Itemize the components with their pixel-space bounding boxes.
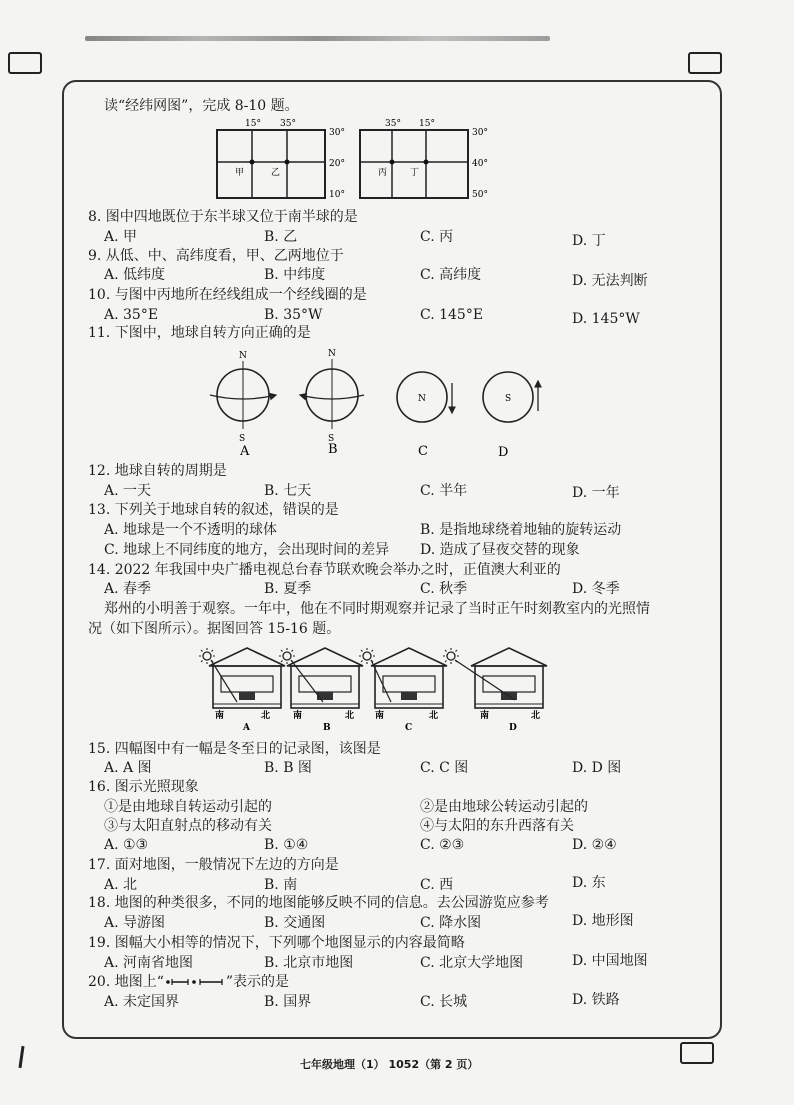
q12-option-b[interactable]: B. 七天	[264, 483, 312, 499]
q8-stem: 8. 图中四地既位于东半球又位于南半球的是	[88, 209, 358, 225]
q17-option-c[interactable]: C. 西	[420, 877, 454, 893]
q13-stem: 13. 下列关于地球自转的叙述，错误的是	[88, 502, 339, 518]
q17-option-b[interactable]: B. 南	[264, 877, 298, 893]
q13-option-b[interactable]: B. 是指地球绕着地轴的旋转运动	[420, 522, 622, 538]
house-d-north: 北	[531, 711, 541, 721]
q8-option-a[interactable]: A. 甲	[104, 229, 138, 245]
q16-item-3: ③与太阳直射点的移动有关	[104, 818, 272, 834]
q20-option-a[interactable]: A. 未定国界	[104, 994, 180, 1010]
house-a	[199, 648, 285, 733]
q9-option-a[interactable]: A. 低纬度	[104, 267, 166, 283]
globe-a-s: S	[239, 434, 246, 444]
grid1-right-label-3: 10°	[329, 190, 345, 200]
q16-item-2: ②是由地球公转运动引起的	[420, 799, 588, 815]
q14-option-b[interactable]: B. 夏季	[264, 581, 312, 597]
house-b-north: 北	[345, 711, 355, 721]
q16-option-a[interactable]: A. ①③	[104, 837, 149, 853]
corner-mark-bottom-right	[680, 1042, 714, 1064]
globe-label-d: D	[498, 445, 509, 460]
q12-stem: 12. 地球自转的周期是	[88, 463, 227, 479]
grid2-top-label-2: 15°	[419, 119, 435, 129]
grid2-right-label-1: 30°	[472, 128, 488, 138]
q12-option-c[interactable]: C. 半年	[420, 483, 468, 499]
globe-label-c: C	[418, 444, 428, 459]
q20-option-d[interactable]: D. 铁路	[572, 992, 620, 1008]
q10-option-b[interactable]: B. 35°W	[264, 307, 323, 323]
grid1-top-label-2: 35°	[280, 119, 296, 129]
house-d	[443, 648, 547, 733]
globe-label-a: A	[240, 444, 250, 459]
q17-stem: 17. 面对地图，一般情况下左边的方向是	[88, 857, 339, 873]
q12-option-a[interactable]: A. 一天	[104, 483, 152, 499]
globe-a-n: N	[239, 351, 247, 361]
globe-b-n: N	[328, 349, 336, 359]
q20-stem-post: ”表示的是	[225, 974, 290, 990]
house-a-north: 北	[261, 711, 271, 721]
q9-option-b[interactable]: B. 中纬度	[264, 267, 326, 283]
house-c-label: C	[405, 723, 413, 733]
q13-option-a[interactable]: A. 地球是一个不透明的球体	[104, 522, 278, 538]
grid1-top-label-1: 15°	[245, 119, 261, 129]
q16-stem: 16. 图示光照现象	[88, 779, 199, 795]
lat-lon-grid-2	[348, 115, 498, 207]
q17-option-d[interactable]: D. 东	[572, 875, 606, 891]
grid2-point-ding: 丁	[410, 168, 420, 178]
intro-8-10: 读“经纬网图”，完成 8-10 题。	[104, 98, 299, 114]
globe-c	[397, 372, 452, 422]
bracket-mark-bottom-left	[18, 1046, 24, 1068]
q14-stem: 14. 2022 年我国中央广播电视总台春节联欢晚会举办之时，正值澳大利亚的	[88, 562, 561, 578]
intro-15-16-line2: 况（如下图所示）。据图回答 15-16 题。	[88, 621, 341, 637]
globe-b-s: S	[328, 434, 335, 444]
q18-option-c[interactable]: C. 降水图	[420, 915, 482, 931]
q20-option-b[interactable]: B. 国界	[264, 994, 312, 1010]
grid1-right-label-2: 20°	[329, 159, 345, 169]
globe-a	[210, 351, 276, 444]
grid2-point-bing: 丙	[378, 168, 388, 178]
globe-d	[483, 372, 538, 422]
house-d-south: 南	[480, 711, 490, 721]
q16-item-1: ①是由地球自转运动引起的	[104, 799, 272, 815]
q19-option-b[interactable]: B. 北京市地图	[264, 955, 354, 971]
grid2-right-label-2: 40°	[472, 159, 488, 169]
q15-option-d[interactable]: D. D 图	[572, 760, 622, 776]
intro-15-16-line1: 郑州的小明善于观察。一年中，他在不同时期观察并记录了当时正午时刻教室内的光照情	[104, 601, 650, 617]
house-a-south: 南	[215, 711, 225, 721]
q9-stem: 9. 从低、中、高纬度看，甲、乙两地位于	[88, 248, 344, 264]
q19-option-a[interactable]: A. 河南省地图	[104, 955, 194, 971]
earth-rotation-diagram	[200, 345, 600, 465]
house-d-label: D	[509, 723, 517, 733]
q18-option-a[interactable]: A. 导游图	[104, 915, 166, 931]
house-b	[279, 648, 363, 733]
q10-option-d[interactable]: D. 145°W	[572, 311, 640, 327]
q14-option-c[interactable]: C. 秋季	[420, 581, 468, 597]
grid1-point-jia: 甲	[235, 168, 245, 178]
q20-option-c[interactable]: C. 长城	[420, 994, 468, 1010]
q13-option-c[interactable]: C. 地球上不同纬度的地方，会出现时间的差异	[104, 542, 390, 558]
q15-option-a[interactable]: A. A 图	[104, 760, 152, 776]
q9-option-d[interactable]: D. 无法判断	[572, 273, 648, 289]
house-b-south: 南	[293, 711, 303, 721]
q13-option-d[interactable]: D. 造成了昼夜交替的现象	[420, 542, 580, 558]
q16-option-b[interactable]: B. ①④	[264, 837, 309, 853]
classroom-sunlight-diagram	[195, 642, 555, 734]
q20-stem-pre: 20. 地图上“	[88, 974, 164, 990]
q20-line-symbol	[164, 976, 226, 988]
globe-label-b: B	[328, 442, 338, 457]
house-a-label: A	[243, 723, 250, 733]
q19-stem: 19. 图幅大小相等的情况下，下列哪个地图显示的内容最简略	[88, 935, 465, 951]
grid2-right-label-3: 50°	[472, 190, 488, 200]
house-c	[359, 648, 447, 733]
q8-option-b[interactable]: B. 乙	[264, 229, 298, 245]
q17-option-a[interactable]: A. 北	[104, 877, 138, 893]
q18-option-d[interactable]: D. 地形图	[572, 913, 634, 929]
page-footer: 七年级地理（1） 1052（第 2 页）	[300, 1058, 479, 1071]
globe-b	[300, 349, 364, 444]
house-b-label: B	[323, 723, 331, 733]
q11-stem: 11. 下图中，地球自转方向正确的是	[88, 325, 311, 341]
q9-option-c[interactable]: C. 高纬度	[420, 267, 482, 283]
q8-option-d[interactable]: D. 丁	[572, 233, 606, 249]
q19-option-c[interactable]: C. 北京大学地图	[420, 955, 524, 971]
scan-top-line	[85, 36, 550, 41]
q14-option-d[interactable]: D. 冬季	[572, 581, 620, 597]
lat-lon-grid-1	[205, 115, 355, 207]
q12-option-d[interactable]: D. 一年	[572, 485, 620, 501]
q10-option-a[interactable]: A. 35°E	[104, 307, 159, 323]
grid2-top-label-1: 35°	[385, 119, 401, 129]
q16-option-d[interactable]: D. ②④	[572, 837, 617, 853]
globe-c-n: N	[418, 394, 426, 404]
q16-item-4: ④与太阳的东升西落有关	[420, 818, 574, 834]
q18-stem: 18. 地图的种类很多，不同的地图能够反映不同的信息。去公园游览应参考	[88, 895, 549, 911]
grid1-point-yi: 乙	[271, 168, 281, 178]
q20-stem	[88, 973, 289, 991]
q15-stem: 15. 四幅图中有一幅是冬至日的记录图，该图是	[88, 741, 381, 757]
corner-mark-top-left	[8, 52, 42, 74]
q10-stem: 10. 与图中丙地所在经线组成一个经线圈的是	[88, 287, 367, 303]
q15-option-c[interactable]: C. C 图	[420, 760, 469, 776]
q8-option-c[interactable]: C. 丙	[420, 229, 454, 245]
q16-option-c[interactable]: C. ②③	[420, 837, 465, 853]
globe-d-s: S	[505, 394, 512, 404]
grid1-right-label-1: 30°	[329, 128, 345, 138]
q14-option-a[interactable]: A. 春季	[104, 581, 152, 597]
q18-option-b[interactable]: B. 交通图	[264, 915, 326, 931]
corner-mark-top-right	[688, 52, 722, 74]
q19-option-d[interactable]: D. 中国地图	[572, 953, 648, 969]
q15-option-b[interactable]: B. B 图	[264, 760, 312, 776]
q10-option-c[interactable]: C. 145°E	[420, 307, 484, 323]
house-c-north: 北	[429, 711, 439, 721]
house-c-south: 南	[375, 711, 385, 721]
